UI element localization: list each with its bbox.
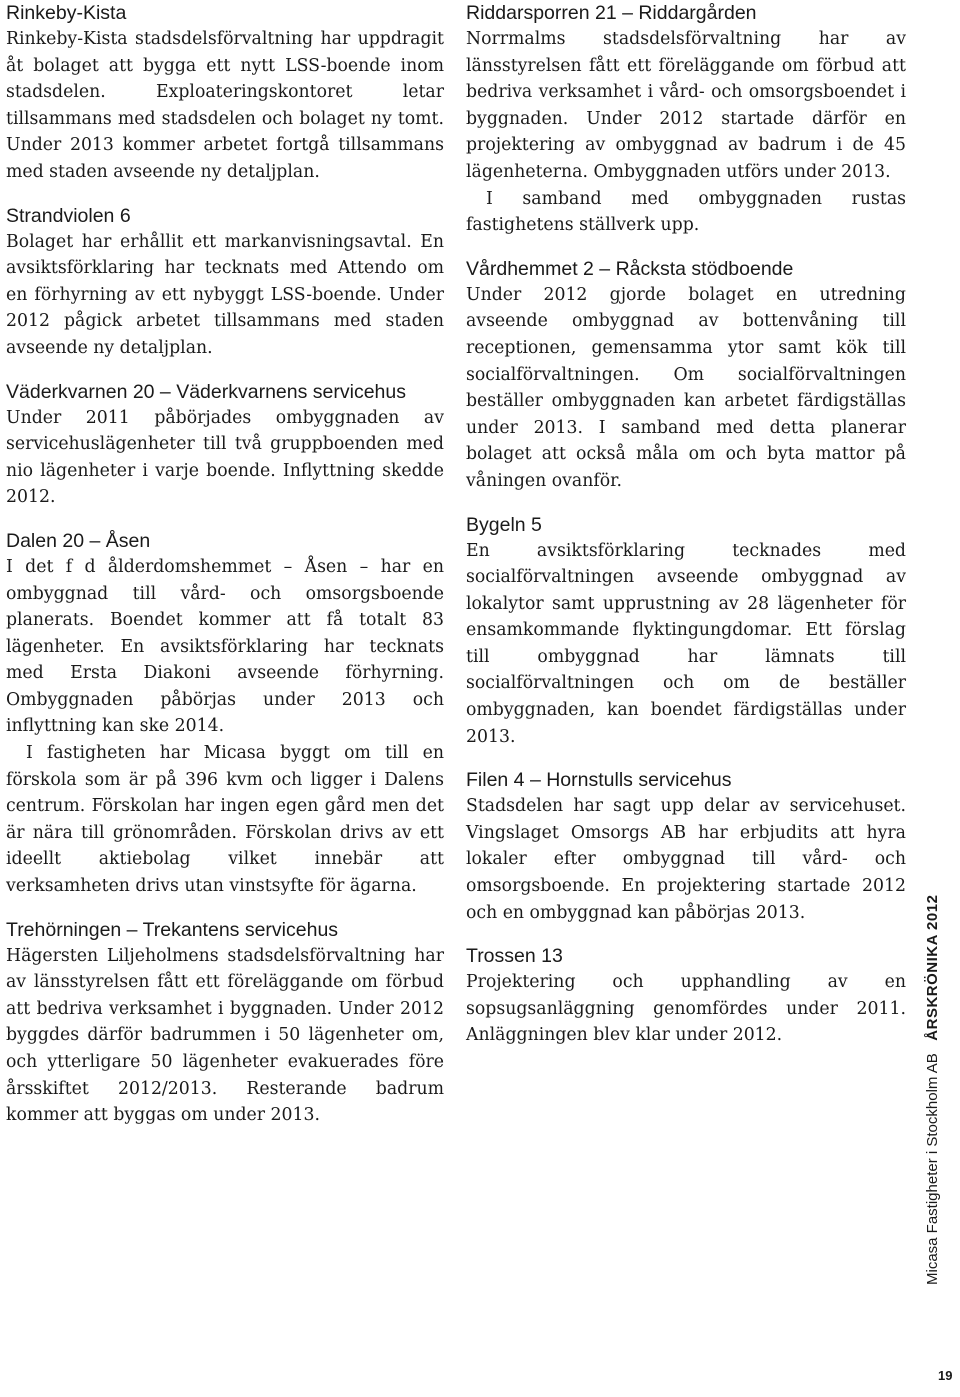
section-heading: Trossen 13 (466, 945, 563, 968)
sidebar-company: Micasa Fastigheter i Stockholm AB (924, 1053, 941, 1285)
section-paragraph: Rinkeby-Kista stadsdelsförvaltning har uppdragit åt bolaget att bygga ett nytt LSS-boende inom stadsdelen. Exploateringskontoret letar tillsammans med stadsdelen och bolaget ny tomt. Under 2013 kommer arbetet fortgå tillsammans med staden avseende ny detaljplan. (6, 29, 444, 182)
section-bygeln (466, 512, 906, 751)
section-filen (466, 767, 906, 926)
right-column (466, 0, 906, 1049)
section-paragraph: I fastigheten har Micasa byggt om till en förskola som är på 396 kvm och ligger i Dalens centrum. Förskolan har ingen egen gård men det är nära till grönområden. Förskolan drivs av ett ideellt aktiebolag vilket innebär att verksamheten drivs utan vinstsyfte för ägarna. (6, 743, 444, 897)
page-number: 19 (938, 1368, 953, 1383)
section-paragraph: I samband med ombyggnaden rustas fastighetens ställverk upp. (466, 188, 906, 236)
section-paragraph: En avsiktsförklaring tecknades med socialförvaltningen avseende ombyggnad av lokalytor samt upprustning av 28 lägenheter för ensamkommande flyktingungdomar. Ett förslag till ombyggnad har lämnats till socialförvaltningen och om de beställer ombyggnaden, kan boendet färdigställas under 2013. (466, 540, 906, 747)
section-dalen (6, 528, 444, 900)
section-rinkeby-kista (6, 0, 444, 186)
section-heading: Strandviolen 6 (6, 204, 131, 227)
section-heading: Väderkvarnen 20 – Väderkvarnens servicehus (6, 380, 406, 403)
section-heading: Filen 4 – Hornstulls servicehus (466, 769, 732, 792)
section-heading: Bygeln 5 (466, 513, 542, 536)
sidebar-publication: ÅRSKRÖNIKA 2012 (924, 894, 941, 1041)
section-paragraph: Norrmalms stadsdelsförvaltning har av länsstyrelsen fått ett föreläggande om förbud att bedriva verksamhet i vård- och omsorgsboendet i byggnaden. Under 2012 startade därför en projektering av ombyggnad av badrum i de 45 lägenheterna. Ombyggnaden utförs under 2013. (466, 29, 906, 182)
section-heading: Riddarsporren 21 – Riddargården (466, 2, 757, 24)
section-heading: Dalen 20 – Åsen (6, 529, 151, 552)
section-heading: Vårdhemmet 2 – Råcksta stödboende (466, 257, 794, 280)
section-strandviolen (6, 203, 444, 362)
section-vaderkvarnen (6, 379, 444, 511)
section-paragraph: Projektering och upphandling av en sopsugsanläggning genomfördes under 2011. Anläggningen blev klar under 2012. (466, 972, 906, 1046)
section-paragraph: Under 2012 gjorde bolaget en utredning avseende ombyggnad av bottenvåning till receptionen, gemensamma ytor samt kök till socialförvaltningen. Om socialförvaltningen beställer ombyggnaden kan arbetet färdigställas under 2013. I samband med detta planerar bolaget att också måla om och byta mattor på våningen ovanför. (466, 284, 906, 491)
section-trehorningen (6, 917, 444, 1129)
section-trossen (466, 943, 906, 1049)
section-heading: Trehörningen – Trekantens servicehus (6, 918, 339, 941)
section-paragraph: I det f d ålderdomshemmet – Åsen – har en ombyggnad till vård- och omsorgsboende planerats. Boendet kommer att få totalt 83 lägenheter. En avsiktsförklaring har tecknats med Ersta Diakoni avseende förhyrning. Ombyggnaden påbörjas under 2013 och inflyttning kan ske 2014. (6, 556, 444, 737)
section-paragraph: Bolaget har erhållit ett markanvisningsavtal. En avsiktsförklaring har tecknats med Attendo om en förhyrning av ett nybyggt LSS-boende. Under 2012 pågick arbetet tillsammans med staden avseende ny detaljplan. (6, 231, 444, 358)
section-riddarsporren (466, 0, 906, 239)
section-vardhemmet (466, 256, 906, 495)
sidebar-running-title (924, 895, 941, 1285)
section-paragraph: Hägersten Liljeholmens stadsdelsförvaltning har av länsstyrelsen fått ett föreläggande om förbud att bedriva verksamhet i byggnaden. Under 2012 byggdes därför badrummen i 50 lägenheter om, och ytterligare 50 lägenheter evakuerades före årsskiftet 2012/2013. Resterande badrum kommer att byggas om under 2013. (6, 945, 444, 1126)
section-paragraph: Stadsdelen har sagt upp delar av servicehuset. Vingslaget Omsorgs AB har erbjudits att hyra lokaler efter ombyggnad till vård- och omsorgsboende. En projektering startade 2012 och en ombyggnad kan påbörjas 2013. (466, 796, 906, 923)
left-column (6, 0, 444, 1129)
section-heading: Rinkeby-Kista (6, 2, 127, 24)
section-paragraph: Under 2011 påbörjades ombyggnaden av servicehuslägenheter till två gruppboenden med nio lägenheter i varje boende. Inflyttning skedde 2012. (6, 407, 444, 508)
